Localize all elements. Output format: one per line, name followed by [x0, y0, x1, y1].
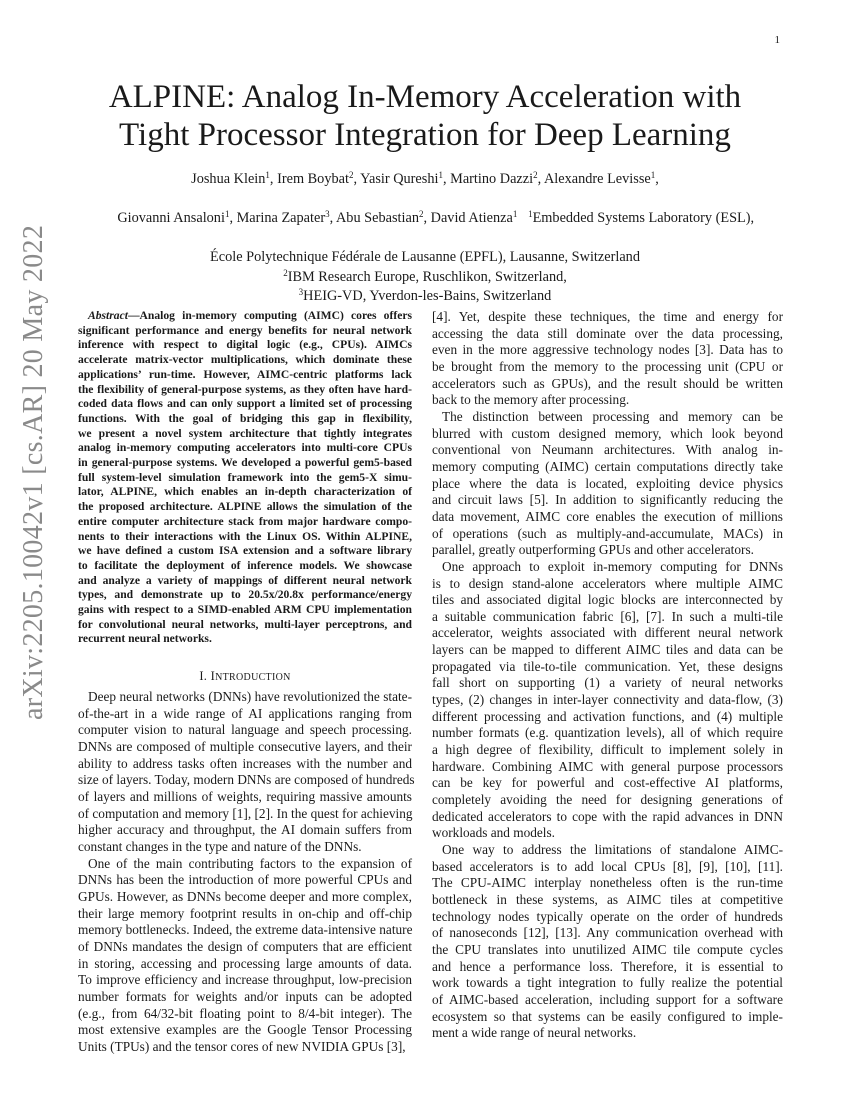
text-line: even in the more aggressive technology nodes [3]. Data has to — [432, 342, 783, 358]
text-line: DNNs are composed of multiple consecutive layers, and their — [78, 739, 412, 755]
text-line: accelerators such as GPUs), and the result should be written — [432, 375, 783, 391]
text-line: of-the-art in a wide range of AI applications ranging from — [78, 705, 412, 721]
text-line: based accelerators is to add local CPUs [8], [9], [10], [11]. — [432, 858, 783, 874]
text-line: conventional von Neumann architectures. With analog in- — [432, 442, 783, 458]
text-line: ability to address tasks often increases with the number and — [78, 755, 412, 771]
affiliation-mark: 3 — [298, 287, 304, 297]
separator: , — [423, 210, 431, 226]
text-line: [4]. Yet, despite these techniques, the time and energy for — [432, 309, 783, 324]
author-name: Abu Sebastian — [335, 210, 419, 226]
text-line: completely avoiding the need for designing generations of — [432, 792, 783, 808]
text-line: of nanoseconds [12], [13]. Any communication overhead with — [432, 925, 783, 941]
right-column — [432, 309, 783, 1042]
abstract-line: lator, ALPINE, which enables an in-depth characterization of — [78, 485, 412, 499]
paper-title — [0, 78, 850, 154]
text-line: most extensive examples are the Google Tensor Processing — [78, 1022, 412, 1038]
affiliation-line — [0, 248, 850, 268]
paragraph — [78, 856, 412, 1056]
text-line: One of the main contributing factors to the expansion of — [88, 855, 412, 871]
text-line: place where the data is located, exploiting device physics — [432, 475, 783, 491]
affiliation-text: HEIG-VD, Yverdon-les-Bains, Switzerland — [303, 288, 552, 304]
author-name: David Atienza — [430, 210, 513, 226]
affiliation-mark: 2 — [348, 170, 354, 180]
affiliation-mark: 2 — [418, 209, 424, 219]
left-column — [78, 309, 415, 1056]
text-line: of computation and memory [1], [2]. In the quest for achieving — [78, 805, 413, 821]
affiliation-mark: 2 — [283, 267, 288, 278]
text-line: One way to address the limitations of standalone AIMC- — [442, 842, 783, 857]
text-line: The distinction between processing and memory can be — [442, 408, 783, 424]
text-line: fall short on supporting (1) a variety of neural networks — [432, 675, 783, 691]
text-line: types, (2) changes in inter-layer connectivity and data-flow, (3) — [432, 692, 783, 708]
text-line: DNNs has been the introduction of more powerful CPUs and — [78, 872, 412, 888]
paragraph — [432, 409, 783, 559]
text-line: dedicated accelerators to cope with the rapid advances in DNN — [432, 808, 783, 824]
affiliation-mark: 1 — [650, 170, 656, 180]
paragraph — [432, 842, 783, 1042]
affiliation-text: Embedded Systems Laboratory (ESL), — [532, 210, 755, 226]
abstract-line: types, and demonstrate up to 20.5x/20.8x performance/energy — [78, 588, 412, 602]
text-line: parallel, greatly outperforming GPUs and other accelerators. — [432, 542, 754, 558]
abstract-line: analog in-memory computing accelerators into multi-core CPUs — [78, 441, 412, 455]
affiliation-line — [0, 287, 850, 307]
abstract-line: nents to their interactions with the Linux OS. Within ALPINE, — [78, 529, 412, 543]
text-line: of AIMC-based acceleration, including support for a software — [432, 991, 783, 1007]
text-line: layers can be mapped to different AIMC tiles and data can be — [432, 642, 783, 658]
text-line: (e.g., from 64/32-bit floating point to 8/4-bit integer). The — [78, 1005, 412, 1021]
abstract-text: —Analog in-memory computing (AIMC) cores offers — [127, 309, 412, 322]
text-line: work towards a tight integration to fully realize the potential — [432, 975, 783, 991]
text-line: tiles and associated digital logic blocks are interconnected by — [432, 592, 783, 608]
text-line: To improve efficiency and increase throughput, low-precision — [78, 972, 412, 988]
author-name: Joshua Klein — [191, 171, 266, 187]
text-line: number formats for weights and/or inputs can be adopted — [78, 988, 412, 1004]
text-line: ecosystem so that systems can be easily configured to imple- — [432, 1008, 783, 1024]
text-line: bottleneck in these systems, as AIMC tiles at competitive — [432, 891, 783, 907]
author-name: Irem Boybat — [277, 171, 349, 187]
text-line: The CPU-AIMC interplay nonetheless often is the run-time — [432, 875, 783, 891]
text-line: a high degree of flexibility, difficult to implement solely in — [432, 742, 783, 758]
text-line: and hence a performance loss. Therefore, it is essential to — [432, 958, 783, 974]
abstract-line: applications’ run-time. However, AIMC-centric platforms lack — [78, 367, 412, 381]
affiliation-mark: 1 — [265, 170, 270, 180]
text-line: blurred with custom designed memory, which look beyond — [432, 425, 783, 441]
title-line-2: Tight Processor Integration for Deep Learning — [119, 117, 731, 153]
separator: , — [353, 171, 361, 187]
abstract-line: gains with respect to a SIMD-enabled ARM CPU implementation — [78, 603, 412, 617]
separator: , — [329, 210, 336, 226]
author-name: Giovanni Ansaloni — [117, 210, 225, 226]
section-heading-introduction — [78, 669, 412, 684]
text-line: computer vision to natural language and speech processing. — [78, 722, 412, 738]
affiliation-text: IBM Research Europe, Ruschlikon, Switzerland, — [287, 268, 567, 285]
text-line: can be key for powerful and cost-effective AI platforms, — [432, 775, 783, 791]
author-name: Yasir Qureshi — [360, 171, 439, 187]
authors-line-2 — [0, 190, 850, 249]
abstract-line: full system-level simulation framework into the gem5-X simu- — [78, 470, 412, 484]
abstract-line: the proposed architecture. ALPINE allows the simulation of the — [78, 500, 412, 514]
title-line-1: ALPINE: Analog In-Memory Acceleration with — [108, 79, 742, 115]
text-line: of layers and millions of weights, requiring massive amounts — [78, 789, 412, 805]
text-line: accelerator, weights associated with different neural network — [432, 625, 783, 641]
separator: , — [655, 171, 659, 187]
abstract-label: Abstract — [88, 309, 128, 322]
affiliation-text: École Polytechnique Fédérale de Lausanne (EPFL), Lausanne, Switzerland — [210, 249, 640, 265]
text-line: constant changes in the type and nature of the DNNs. — [78, 839, 362, 855]
affiliation-mark: 1 — [528, 209, 533, 219]
affiliation-mark: 1 — [438, 170, 443, 180]
text-line: a suitable communication fabric [6], [7]. In such a multi-tile — [432, 608, 783, 624]
text-line: accessing the data still dominate over the data processing, — [432, 325, 783, 341]
text-line: be brought from the memory to the processing unit (CPU or — [432, 358, 783, 374]
right-body-text — [432, 309, 783, 1042]
separator: , — [229, 210, 237, 226]
text-line: technology nodes typically operate on the order of hundreds — [432, 908, 783, 924]
text-line: memory bottlenecks. Indeed, the extreme data-intensive nature — [78, 922, 413, 938]
affiliation-mark: 1 — [224, 209, 230, 219]
author-name: Martino Dazzi — [450, 171, 534, 187]
text-line: higher accuracy and throughput, the AI domain suffers from — [78, 822, 412, 838]
section-number: I. — [199, 669, 208, 684]
text-line: data movement, AIMC core enables the execution of millions — [432, 508, 783, 524]
affiliation-mark: 1 — [512, 209, 518, 219]
abstract-line: significant performance and energy benefits for neural network — [78, 323, 412, 337]
text-line: back to the memory after processing. — [432, 392, 630, 408]
abstract-line: to facilitate the deployment of inference models. We showcase — [78, 558, 412, 572]
text-line: workloads and models. — [432, 825, 555, 841]
authors-line-1 — [0, 170, 850, 190]
text-line: is to design stand-alone accelerators where multiple AIMC — [432, 575, 783, 591]
text-line: different processing and activation functions, and (4) multiple — [432, 708, 783, 724]
text-line: propagated via tile-to-tile communication. Yet, these designs — [432, 658, 783, 674]
text-line: One approach to exploit in-memory computing for DNNs — [442, 558, 783, 574]
text-line: of DNNs mandates the design of computers that are efficient — [78, 939, 412, 955]
text-line: GPUs. However, as DNNs become deeper and more complex, — [78, 889, 412, 905]
abstract-line: in general-purpose systems. We developed a powerful gem5-based — [78, 456, 412, 470]
abstract-line: and analyze a variety of mappings of different neural network — [78, 573, 412, 587]
author-name: Marina Zapater — [236, 210, 326, 226]
text-line: of operations (such as multiply-and-accumulate, MACs) in — [432, 525, 783, 541]
abstract-line: accelerate matrix-vector multiplications, which dominate these — [78, 353, 412, 367]
paragraph — [78, 689, 415, 856]
abstract-line: for convolutional neural networks, multi-layer perceptrons, and — [78, 617, 412, 631]
abstract-line: coded data flows and can only support a limited set of processing — [78, 397, 412, 411]
text-line: number formats (e.g. quantization levels), all of which require — [432, 725, 783, 741]
page-number: 1 — [774, 34, 780, 46]
section-title-rest: NTRODUCTION — [215, 672, 291, 684]
abstract-line: we present a novel system architecture that tightly integrates — [78, 426, 412, 440]
text-line: their large memory footprint results in on-chip and off-chip — [78, 905, 412, 921]
text-line: in storing, accessing and processing large amounts of data. — [78, 955, 412, 971]
abstract-line: we have defined a custom ISA extension and a software library — [78, 544, 412, 558]
text-line: Units (TPUs) and the tensor cores of new NVIDIA GPUs [3], — [78, 1038, 406, 1054]
separator — [517, 210, 528, 226]
affiliation-line — [0, 268, 850, 288]
abstract-line: the flexibility of general-purpose systems, as they often have hard- — [78, 382, 412, 396]
left-body-text — [78, 689, 415, 1055]
author-block — [0, 170, 850, 307]
text-line: Deep neural networks (DNNs) have revolutionized the state- — [88, 689, 412, 705]
text-line: hardware. Combining AIMC with general purpose processors — [432, 758, 783, 774]
abstract-line: recurrent neural networks. — [78, 632, 212, 646]
separator: , — [537, 171, 544, 187]
text-line: the CPU translates into unutilized AIMC tile compute cycles — [432, 941, 783, 957]
affiliation-mark: 2 — [533, 170, 538, 180]
abstract-line: functions. With the goal of bridging this gap in flexibility, — [78, 411, 412, 425]
paragraph — [432, 309, 783, 409]
text-line: and circuit laws [5]. In addition to significantly reducing the — [432, 492, 783, 508]
author-name: Alexandre Levisse — [543, 171, 651, 187]
section-title-initial: I — [210, 669, 216, 684]
text-line: ment a wide range of neural networks. — [432, 1025, 637, 1041]
abstract-line: entire computer architecture stack from major hardware compo- — [78, 514, 412, 528]
abstract-line: inference with respect to digital logic (e.g., CPUs). AIMCs — [78, 338, 412, 352]
paragraph — [432, 559, 783, 842]
abstract — [78, 309, 412, 647]
affiliation-mark: 3 — [325, 209, 330, 219]
abstract-line — [78, 309, 412, 324]
separator: , — [442, 171, 451, 187]
separator: , — [269, 171, 278, 187]
text-line: size of layers. Today, modern DNNs are composed of hundreds — [78, 772, 415, 788]
text-line: memory computing (AIMC) certain computations directly take — [432, 458, 783, 474]
arxiv-identifier-stamp: arXiv:2205.10042v1 [cs.AR] 20 May 2022 — [18, 224, 49, 720]
